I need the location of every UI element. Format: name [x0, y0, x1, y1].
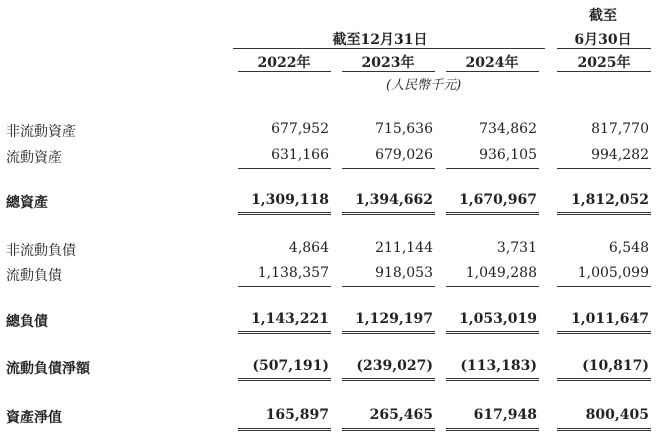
cell-value: 3,731 — [496, 240, 537, 256]
unit-note: (人民幣千元) — [386, 78, 462, 93]
subtotal-rule — [557, 286, 651, 287]
cell-value: 1,138,357 — [257, 265, 329, 281]
interim-header-line2: 6月30日 — [574, 32, 632, 48]
cell-value-total: 1,812,052 — [571, 192, 649, 208]
cell-value-total: 1,309,118 — [251, 192, 329, 208]
subtotal-rule — [342, 286, 435, 287]
cell-value: 715,636 — [375, 121, 433, 137]
cell-value-total: (10,817) — [582, 358, 649, 374]
total-double-rule — [342, 428, 435, 431]
subtotal-rule — [238, 168, 331, 169]
period-header-underline — [233, 48, 545, 49]
cell-value-total: 800,405 — [585, 407, 649, 423]
total-double-rule — [446, 331, 539, 334]
year-underline — [342, 71, 435, 72]
cell-value: 211,144 — [375, 240, 433, 256]
total-double-rule — [238, 378, 331, 381]
subtotal-rule — [446, 168, 539, 169]
interim-header-underline — [557, 48, 651, 49]
cell-value-total: 265,465 — [369, 407, 433, 423]
total-double-rule — [446, 378, 539, 381]
cell-value-total: 165,897 — [265, 407, 329, 423]
row-label: 非流動負債 — [6, 243, 76, 259]
year-underline — [446, 71, 539, 72]
year-underline — [557, 71, 651, 72]
row-label-total: 總資產 — [6, 195, 48, 211]
year-2025: 2025年 — [577, 55, 631, 71]
cell-value: 994,282 — [591, 147, 649, 163]
cell-value: 734,862 — [479, 121, 537, 137]
cell-value: 677,952 — [271, 121, 329, 137]
interim-header-line1: 截至 — [589, 8, 617, 24]
cell-value: 679,026 — [375, 147, 433, 163]
cell-value-total: 1,670,967 — [459, 192, 537, 208]
year-2023: 2023年 — [361, 55, 415, 71]
cell-value-total: 1,129,197 — [355, 311, 433, 327]
subtotal-rule — [342, 168, 435, 169]
total-double-rule — [557, 331, 651, 334]
total-double-rule — [557, 378, 651, 381]
cell-value: 1,005,099 — [577, 265, 649, 281]
year-2024: 2024年 — [465, 55, 519, 71]
total-double-rule — [342, 331, 435, 334]
cell-value: 631,166 — [271, 147, 329, 163]
subtotal-rule — [238, 286, 331, 287]
cell-value-total: (113,183) — [460, 358, 537, 374]
row-label: 流動負債 — [6, 268, 62, 284]
total-double-rule — [557, 212, 651, 215]
cell-value: 6,548 — [608, 240, 649, 256]
row-label-total: 資產淨值 — [6, 410, 62, 426]
cell-value-total: 1,053,019 — [459, 311, 537, 327]
row-label: 非流動資產 — [6, 124, 76, 140]
cell-value-total: (507,191) — [252, 358, 329, 374]
total-double-rule — [238, 212, 331, 215]
row-label: 流動資產 — [6, 150, 62, 166]
cell-value-total: 1,394,662 — [355, 192, 433, 208]
row-label-total: 流動負債淨額 — [6, 361, 90, 377]
cell-value: 918,053 — [375, 265, 433, 281]
total-double-rule — [446, 212, 539, 215]
cell-value: 817,770 — [591, 121, 649, 137]
year-underline — [238, 71, 331, 72]
total-double-rule — [446, 428, 539, 431]
cell-value-total: (239,027) — [356, 358, 433, 374]
year-2022: 2022年 — [257, 55, 311, 71]
cell-value: 4,864 — [288, 240, 329, 256]
cell-value-total: 1,011,647 — [571, 311, 649, 327]
period-header: 截至12月31日 — [332, 32, 428, 48]
total-double-rule — [342, 212, 435, 215]
cell-value: 1,049,288 — [465, 265, 537, 281]
subtotal-rule — [557, 168, 651, 169]
total-double-rule — [238, 331, 331, 334]
cell-value: 936,105 — [479, 147, 537, 163]
cell-value-total: 617,948 — [473, 407, 537, 423]
total-double-rule — [238, 428, 331, 431]
subtotal-rule — [446, 286, 539, 287]
row-label-total: 總負債 — [6, 314, 48, 330]
cell-value-total: 1,143,221 — [251, 311, 329, 327]
total-double-rule — [342, 378, 435, 381]
total-double-rule — [557, 428, 651, 431]
